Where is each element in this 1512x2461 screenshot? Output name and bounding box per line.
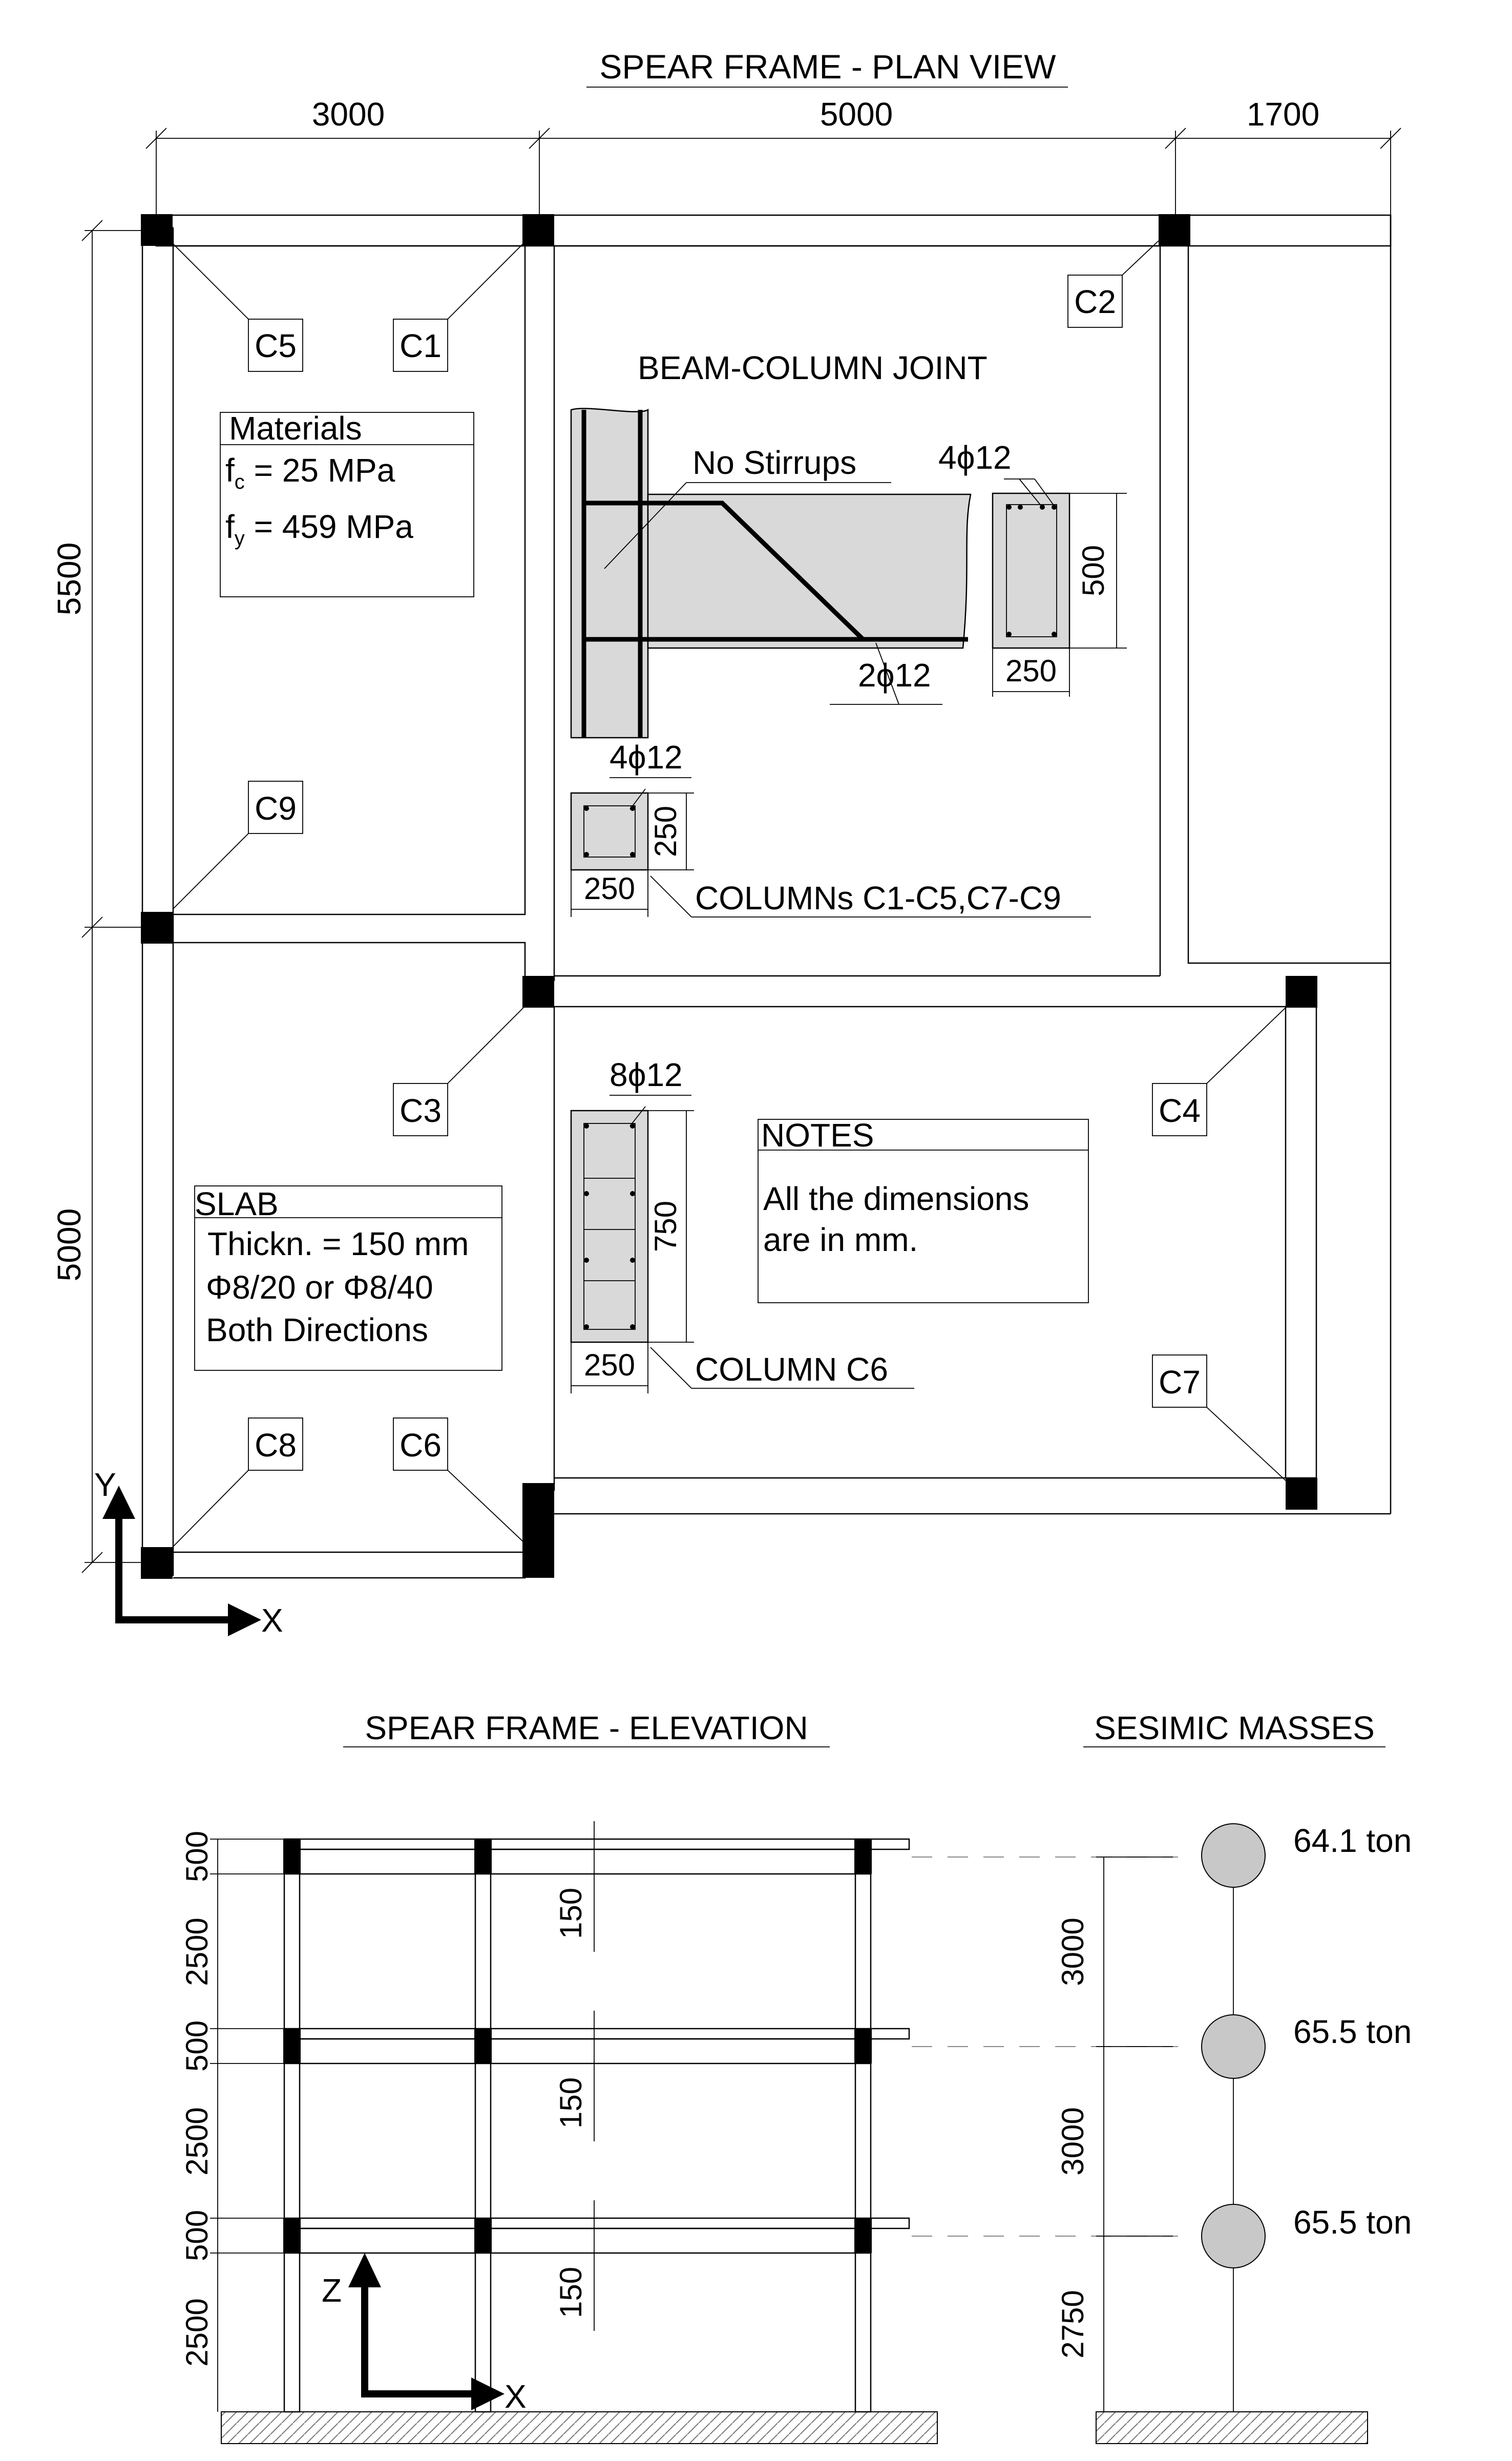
mass-value-1: 64.1 ton xyxy=(1293,1822,1412,1859)
elevation-view xyxy=(180,1709,1178,2444)
top-bars-label: 4ϕ12 xyxy=(938,439,1012,476)
dim-y-2: 5000 xyxy=(51,1208,88,1282)
columns-c1-c9-label: COLUMNs C1-C5,C7-C9 xyxy=(695,880,1061,916)
column-c6-label: COLUMN C6 xyxy=(695,1351,888,1388)
c6-height-label: 750 xyxy=(648,1200,683,1253)
elevation-ground xyxy=(221,2412,937,2444)
materials-fc: $f_c = 25$ MPa xyxy=(225,452,395,493)
beam-column-joint-detail xyxy=(571,349,1127,738)
axis-x2-label: X xyxy=(505,2378,527,2415)
c6-width-label: 250 xyxy=(583,1348,636,1382)
label-c6: C6 xyxy=(400,1427,442,1464)
elev-beam-depth-1: 500 xyxy=(180,1830,214,1883)
materials-fy: $f_y = 459$ MPa xyxy=(225,508,413,550)
notes-box xyxy=(758,1117,1088,1303)
materials-heading: Materials xyxy=(229,410,362,447)
label-c1: C1 xyxy=(400,327,442,364)
beam-width-label: 250 xyxy=(1005,654,1057,688)
plan-view xyxy=(51,48,1401,1639)
column-height-label: 250 xyxy=(648,805,683,858)
mass-level-2 xyxy=(1202,2015,1265,2078)
mass-level-1 xyxy=(1202,2204,1265,2268)
dim-x-3: 1700 xyxy=(1246,96,1320,133)
bottom-bars-label: 2ϕ12 xyxy=(858,657,931,694)
column-width-label: 250 xyxy=(583,871,636,906)
column-c5 xyxy=(141,214,173,246)
elevation-floors xyxy=(283,1839,909,2253)
elevation-slab-dimensions xyxy=(554,1821,594,2331)
plan-title: SPEAR FRAME - PLAN VIEW xyxy=(599,48,1056,86)
no-stirrups-label: No Stirrups xyxy=(692,444,857,481)
beam-height-label: 500 xyxy=(1076,545,1110,597)
dim-x-2: 5000 xyxy=(820,96,893,133)
mass-height-1: 3000 xyxy=(1056,1917,1090,1986)
elevation-zx-axes xyxy=(322,2253,527,2415)
seismic-masses xyxy=(1056,1709,1412,2444)
elev-storey-3: 2500 xyxy=(180,2298,214,2367)
typical-column-section xyxy=(571,739,1091,917)
column-c2 xyxy=(1159,214,1190,246)
column-c9 xyxy=(141,912,173,944)
label-c2: C2 xyxy=(1074,283,1116,320)
elev-beam-depth-2: 500 xyxy=(180,2020,214,2072)
joint-title: BEAM-COLUMN JOINT xyxy=(638,349,988,386)
mass-height-2: 3000 xyxy=(1056,2107,1090,2176)
label-c3: C3 xyxy=(400,1092,442,1129)
elev-slab-2: 150 xyxy=(554,2077,588,2129)
axis-z-label: Z xyxy=(322,2272,342,2309)
mass-height-3: 2750 xyxy=(1056,2290,1090,2359)
elevation-title: SPEAR FRAME - ELEVATION xyxy=(365,1709,808,1746)
dim-x-1: 3000 xyxy=(311,96,385,133)
mass-value-2: 65.5 ton xyxy=(1293,2013,1412,2050)
masses-ground xyxy=(1096,2412,1368,2444)
column-c3 xyxy=(522,976,554,1008)
column-c1 xyxy=(522,214,554,246)
masses-title: SESIMIC MASSES xyxy=(1094,1709,1375,1746)
plan-top-dimensions xyxy=(146,96,1401,225)
elev-storey-2: 2500 xyxy=(180,2107,214,2176)
slab-line-2: Φ8/20 or Φ8/40 xyxy=(206,1269,433,1306)
column-c8 xyxy=(141,1547,173,1579)
notes-line-1: All the dimensions xyxy=(763,1180,1030,1217)
label-c7: C7 xyxy=(1159,1364,1201,1401)
column-bars-label: 4ϕ12 xyxy=(610,739,683,776)
elev-storey-1: 2500 xyxy=(180,1917,214,1986)
axis-x-label: X xyxy=(261,1602,283,1639)
column-c4 xyxy=(1286,976,1317,1008)
elevation-left-dimensions xyxy=(180,1831,284,2412)
notes-line-2: are in mm. xyxy=(763,1221,918,1258)
notes-heading: NOTES xyxy=(761,1117,874,1154)
dim-y-1: 5500 xyxy=(51,542,88,616)
label-c8: C8 xyxy=(255,1427,297,1464)
c6-bars-label: 8ϕ12 xyxy=(610,1056,683,1093)
axis-y-label: Y xyxy=(94,1466,116,1503)
elev-slab-1: 150 xyxy=(554,1887,588,1939)
label-c5: C5 xyxy=(255,327,297,364)
column-c7 xyxy=(1286,1478,1317,1510)
mass-level-3 xyxy=(1202,1824,1265,1887)
plan-left-dimensions xyxy=(51,220,154,1573)
elev-slab-3: 150 xyxy=(554,2266,588,2319)
label-c9: C9 xyxy=(255,790,297,827)
column-c6 xyxy=(522,1483,554,1578)
materials-box xyxy=(220,410,474,597)
elev-beam-depth-3: 500 xyxy=(180,2209,214,2262)
slab-line-1: Thickn. = 150 mm xyxy=(207,1225,469,1262)
slab-line-3: Both Directions xyxy=(206,1311,428,1348)
mass-value-3: 65.5 ton xyxy=(1293,2204,1412,2241)
slab-heading: SLAB xyxy=(195,1185,279,1222)
slab-box xyxy=(195,1185,502,1370)
label-c4: C4 xyxy=(1159,1092,1201,1129)
